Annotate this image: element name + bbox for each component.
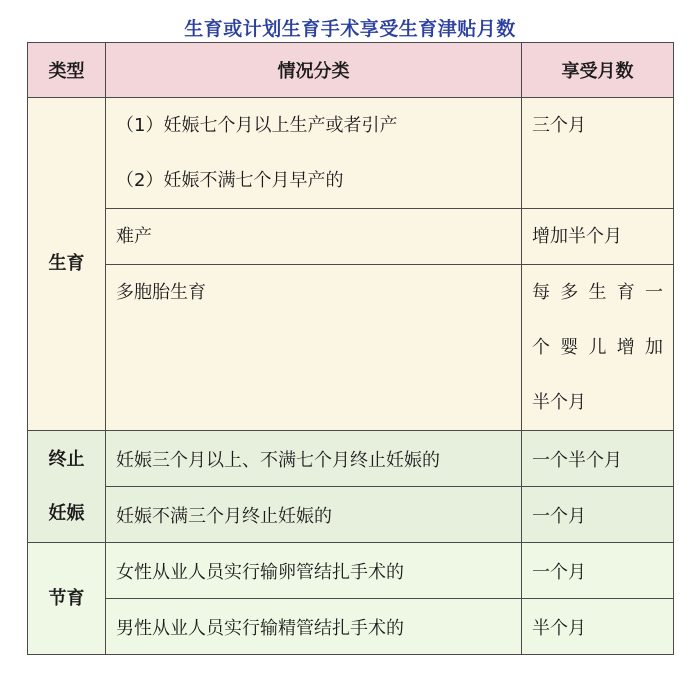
table-row <box>28 98 674 209</box>
months-cell: 增加半个月 <box>522 209 674 265</box>
header-type: 类型 <box>28 43 106 98</box>
category-sterilization: 节育 <box>28 543 106 655</box>
months-cell: 三个月 <box>522 98 674 209</box>
table-row <box>28 487 674 543</box>
situation-cell <box>106 98 522 209</box>
situation-line: （2）妊娠不满七个月早产的 <box>116 170 344 191</box>
table-row <box>28 209 674 265</box>
header-situation: 情况分类 <box>106 43 522 98</box>
situation-line: （1）妊娠七个月以上生产或者引产 <box>116 115 398 136</box>
category-line: 妊娠 <box>48 502 85 524</box>
months-line: 每多生育一 <box>532 282 663 303</box>
category-birth: 生育 <box>28 98 106 431</box>
page-title: 生育或计划生育手术享受生育津贴月数 <box>184 18 516 40</box>
months-cell: 一个半个月 <box>522 431 674 487</box>
months-cell: 半个月 <box>522 599 674 655</box>
maternity-allowance-table <box>27 42 674 655</box>
months-line: 半个月 <box>532 392 586 413</box>
months-cell: 一个月 <box>522 543 674 599</box>
category-line: 终止 <box>48 448 85 470</box>
table-row <box>28 265 674 431</box>
table-header-row <box>28 43 674 98</box>
header-months: 享受月数 <box>522 43 674 98</box>
months-cell: 一个月 <box>522 487 674 543</box>
situation-cell: 女性从业人员实行输卵管结扎手术的 <box>106 543 522 599</box>
table-row <box>28 599 674 655</box>
situation-cell: 妊娠三个月以上、不满七个月终止妊娠的 <box>106 431 522 487</box>
months-line: 个婴儿增加 <box>532 337 663 358</box>
situation-cell: 男性从业人员实行输精管结扎手术的 <box>106 599 522 655</box>
situation-cell: 难产 <box>106 209 522 265</box>
situation-cell: 妊娠不满三个月终止妊娠的 <box>106 487 522 543</box>
situation-cell: 多胞胎生育 <box>106 265 522 431</box>
table-row <box>28 543 674 599</box>
table-row <box>28 431 674 487</box>
months-cell <box>522 265 674 431</box>
category-termination <box>28 431 106 543</box>
